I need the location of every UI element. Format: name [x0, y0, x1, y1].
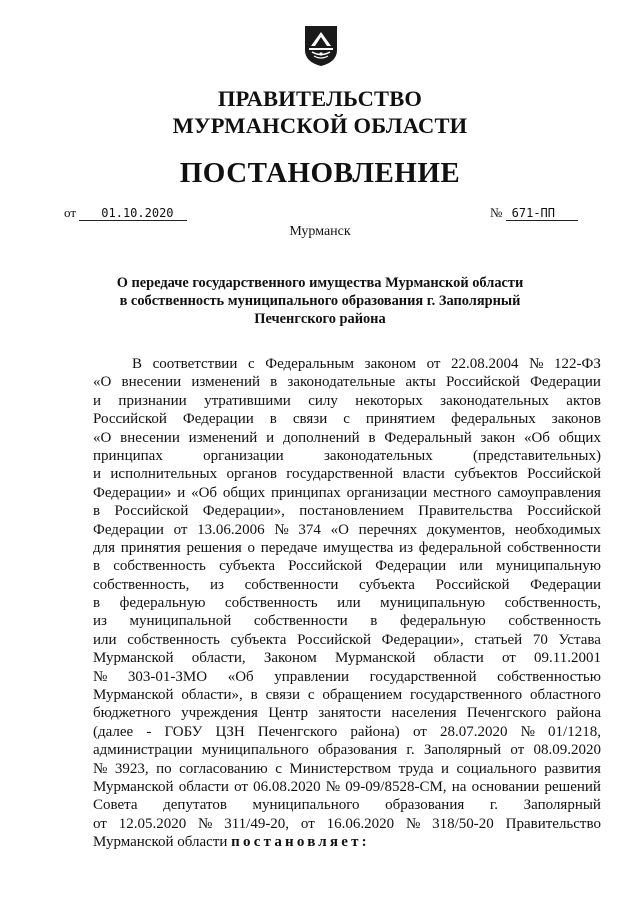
document-type: ПОСТАНОВЛЕНИЕ [179, 157, 461, 189]
org-line-2: МУРМАНСКОЙ ОБЛАСТИ [172, 113, 468, 138]
government-name [0, 85, 640, 139]
city: Мурманск [289, 224, 351, 239]
body-line: Мурманской области», в связи с обращением государственного областного [93, 687, 601, 704]
body-line: принципах организации законодательных (представительных) [93, 447, 601, 464]
body-line: бюджетного учреждения Центр занятости населения Печенгского района [93, 705, 601, 722]
body-line: в федеральную собственность или муниципальную собственность, [93, 595, 601, 612]
body-line: из муниципальной собственности в федеральную собственность [93, 613, 601, 630]
body-line: в собственность субъекта Российской Федерации или муниципальную [93, 558, 601, 575]
body-line: Федерации» и «Об общих принципах организации местного самоуправления [93, 484, 601, 501]
resolves-word: постановляет: [231, 834, 370, 851]
body-line: Мурманской области от 06.08.2020 № 09-09/8528-СМ, на основании решений [93, 778, 601, 795]
date-field [64, 205, 187, 221]
body-line: и исполнительных органов государственной власти субъектов Российской [93, 466, 601, 483]
body-line: Мурманской области, Законом Мурманской области от 09.11.2001 [93, 650, 601, 667]
body-line: «О внесении изменений и дополнений в Федеральный закон «Об общих [93, 429, 601, 446]
title-line-3: Печенгского района [254, 311, 386, 327]
body-line: в Российской Федерации», постановлением Правительства Российской [93, 503, 601, 520]
body-line: или собственность субъекта Российской Федерации», статьей 70 Устава [93, 631, 601, 648]
body-line: «О внесении изменений в законодательные акты Российской Федерации [93, 374, 601, 391]
body-line: В соответствии с Федеральным законом от 22.08.2004 № 122-ФЗ [132, 356, 601, 372]
body-line: № 303-01-ЗМО «Об управлении государственной собственностью [93, 668, 601, 685]
document-title [0, 274, 640, 328]
date-value: 01.10.2020 [79, 206, 187, 221]
coat-of-arms-icon [303, 24, 339, 68]
body-line: собственность, из собственности субъекта Российской Федерации [93, 576, 601, 593]
body-line: № 3923, по согласованию с Министерством труда и социального развития [93, 760, 601, 777]
body-line: от 12.05.2020 № 311/49-20, от 16.06.2020 № 318/50-20 Правительство [93, 815, 601, 832]
org-line-1: ПРАВИТЕЛЬСТВО [217, 86, 423, 111]
title-line-2: в собственность муниципального образования г. Заполярный [119, 293, 521, 309]
number-prefix: № [490, 205, 503, 220]
last-line-text: Мурманской области [93, 834, 232, 851]
title-line-1: О передаче государственного имущества Мурманской области [116, 275, 524, 291]
number-field [490, 205, 578, 221]
body-line: (далее - ГОБУ ЦЗН Печенгского района) от 28.07.2020 № 01/1218, [93, 723, 601, 740]
body-line: Российской Федерации в связи с принятием федеральных законов [93, 411, 601, 428]
body-line-last [93, 833, 601, 851]
body-line: администрации муниципального образования г. Заполярный от 08.09.2020 [93, 742, 601, 759]
document-body [93, 355, 601, 852]
body-line: Совета депутатов муниципального образования г. Заполярный [93, 797, 601, 814]
number-value: 671-ПП [506, 206, 578, 221]
body-line: для принятия решения о передаче имущества из федеральной собственности [93, 539, 601, 556]
body-line: и признании утратившими силу некоторых законодательных актов [93, 392, 601, 409]
body-line: Федерации от 13.06.2006 № 374 «О перечнях документов, необходимых [93, 521, 601, 538]
date-prefix: от [64, 205, 77, 220]
